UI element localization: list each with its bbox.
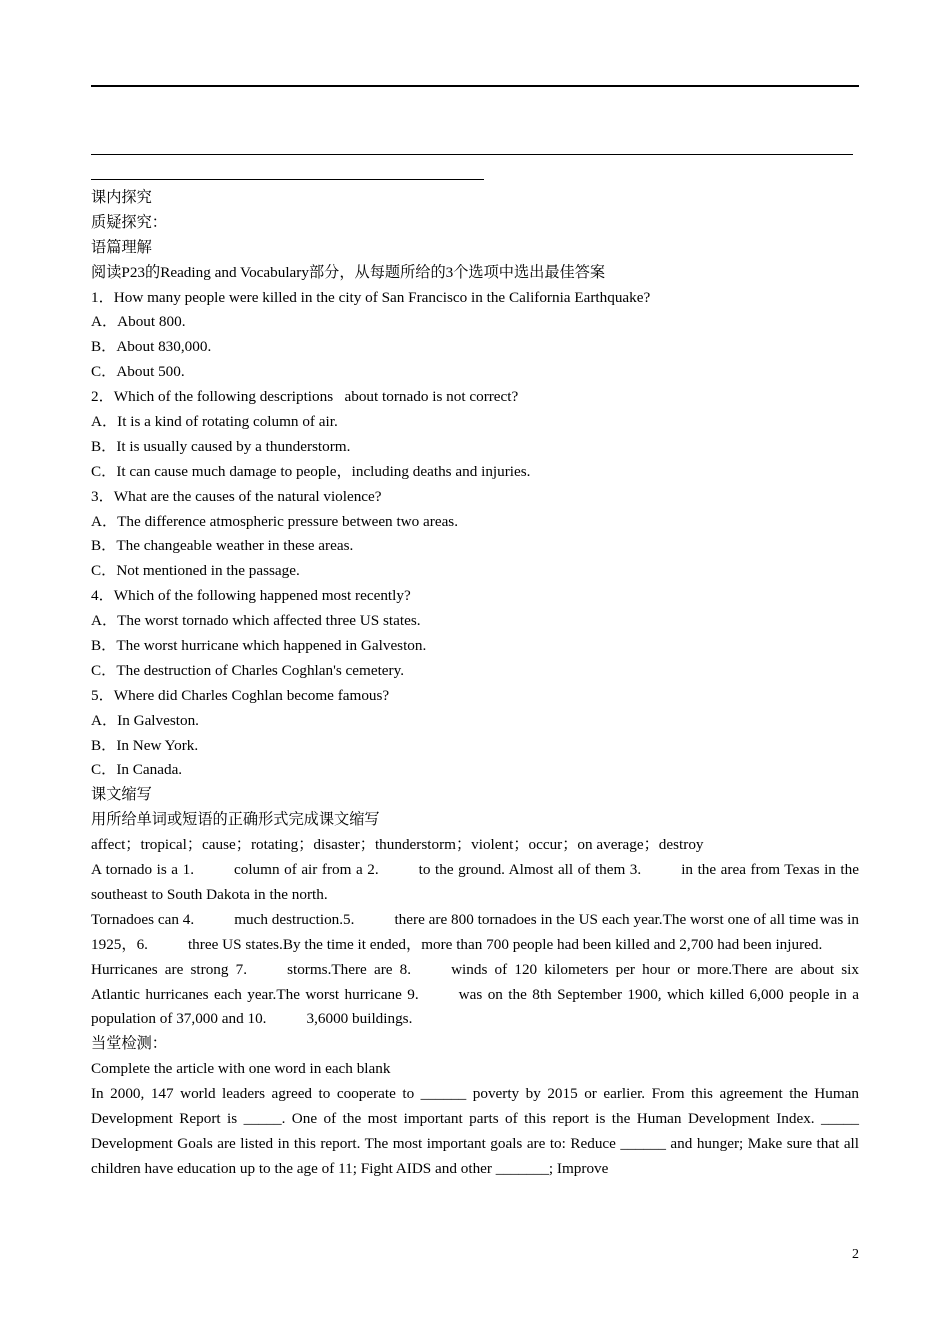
question-block-4	[91, 584, 859, 684]
answer-line-full	[91, 154, 853, 155]
option: A．The worst tornado which affected three US states.	[91, 612, 421, 630]
option: B．The changeable weather in these areas.	[91, 537, 354, 555]
comprehension-heading: 语篇理解	[91, 238, 152, 256]
check-heading: 当堂检测：	[91, 1035, 167, 1053]
option: A．About 800.	[91, 313, 186, 331]
question-text: 4．Which of the following happened most recently?	[91, 587, 411, 605]
option: B．In New York.	[91, 736, 199, 754]
option: B．It is usually caused by a thunderstorm.	[91, 437, 351, 455]
check-paragraph: In 2000, 147 world leaders agreed to cooperate to ______ poverty by 2015 or earlier. From this agreement the Human Development Report is _____. One of the most important parts of this report is the Human Development Index. _____ Development Goals are listed in this report. The most important goals are to: Reduce ______ and hunger; Make sure that all children have education up to the age of 11; Fight AIDS and other _______; Improve	[91, 1085, 859, 1177]
question-block-3	[91, 485, 859, 585]
top-answer-line	[91, 85, 859, 87]
option: A．The difference atmospheric pressure between two areas.	[91, 512, 459, 530]
option: C．It can cause much damage to people，including deaths and injuries.	[91, 462, 531, 480]
option: A．It is a kind of rotating column of air.	[91, 413, 338, 431]
option: C．About 500.	[91, 363, 185, 381]
option: C．The destruction of Charles Coghlan's cemetery.	[91, 661, 405, 679]
summary-paragraph-3: Hurricanes are strong 7. storms.There are 8. winds of 120 kilometers per hour or more.There are about six Atlantic hurricanes each year.The worst hurricane 9. was on the 8th September 1900, which killed 6,000 people in a population of 37,000 and 10. 3,6000 buildings.	[91, 960, 859, 1028]
summary-paragraph-2: Tornadoes can 4. much destruction.5. there are 800 tornadoes in the US each year.The worst one of all time was in 1925，6. three US states.By the time it ended，more than 700 people had been killed and 2,700 had been injured.	[91, 910, 859, 953]
option: A．In Galveston.	[91, 711, 199, 729]
question-block-5	[91, 684, 859, 784]
question-text: 5．Where did Charles Coghlan become famous?	[91, 686, 390, 704]
question-block-1	[91, 286, 859, 386]
section-heading: 课内探究	[91, 189, 152, 206]
answer-line-partial	[91, 179, 484, 180]
option: C．In Canada.	[91, 761, 183, 779]
doubt-heading: 质疑探究：	[91, 213, 167, 231]
summary-heading: 课文缩写	[91, 786, 152, 804]
word-bank: affect；tropical；cause；rotating；disaster；thunderstorm；violent；occur；on average；destroy	[91, 836, 704, 854]
question-block-2	[91, 385, 859, 485]
question-text: 2．Which of the following descriptions about tornado is not correct?	[91, 388, 519, 406]
option: C．Not mentioned in the passage.	[91, 562, 300, 580]
question-text: 3．What are the causes of the natural violence?	[91, 487, 382, 505]
option: B．The worst hurricane which happened in Galveston.	[91, 637, 427, 655]
page-content	[91, 186, 859, 1182]
summary-paragraph-1: A tornado is a 1. column of air from a 2. to the ground. Almost all of them 3. in the area from Texas in the southeast to South Dakota in the north.	[91, 861, 859, 903]
summary-instruction: 用所给单词或短语的正确形式完成课文缩写	[91, 811, 380, 829]
option: B．About 830,000.	[91, 338, 212, 356]
question-text: 1．How many people were killed in the city of San Francisco in the California Earthquake?	[91, 288, 651, 306]
page-number: 2	[852, 1247, 859, 1262]
instruction: 阅读P23的Reading and Vocabulary部分，从每题所给的3个选项中选出最佳答案	[91, 263, 606, 281]
check-instruction: Complete the article with one word in each blank	[91, 1060, 391, 1078]
